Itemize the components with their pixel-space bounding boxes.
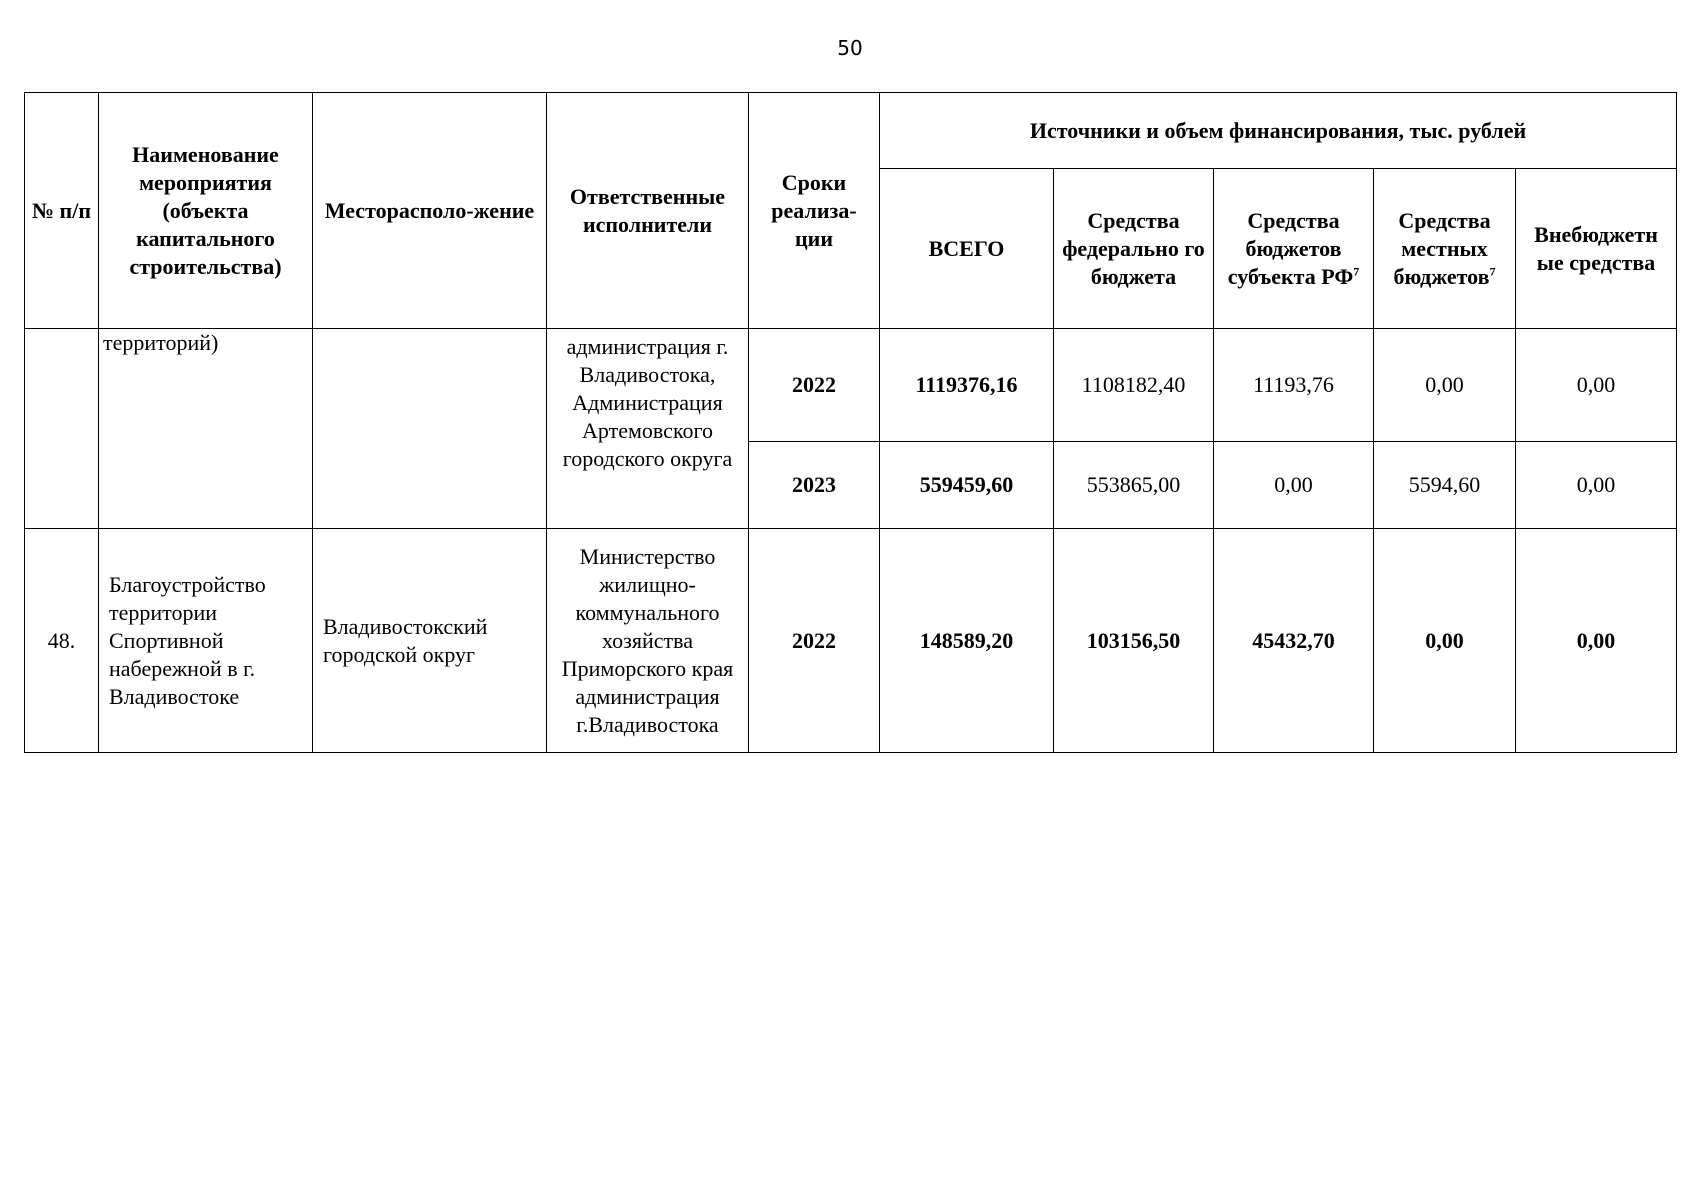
header-terms: Сроки реализа-ции xyxy=(749,93,880,329)
row-extra: 0,00 xyxy=(1516,442,1677,529)
row-local: 0,00 xyxy=(1374,329,1516,442)
row-name: Благоустройство территории Спортивной набережной в г. Владивостоке xyxy=(99,529,313,753)
header-local-footnote: 7 xyxy=(1489,264,1496,279)
row-year: 2022 xyxy=(749,329,880,442)
row-federal: 103156,50 xyxy=(1054,529,1214,753)
financing-table xyxy=(24,92,1677,753)
row-local: 5594,60 xyxy=(1374,442,1516,529)
header-num: № п/п xyxy=(25,93,99,329)
header-responsible: Ответственные исполнители xyxy=(547,93,749,329)
row-local: 0,00 xyxy=(1374,529,1516,753)
header-location: Месторасполо-жение xyxy=(313,93,547,329)
row-extra: 0,00 xyxy=(1516,329,1677,442)
page-number: 50 xyxy=(837,36,863,60)
row-total: 559459,60 xyxy=(880,442,1054,529)
row-regional: 45432,70 xyxy=(1214,529,1374,753)
row-total: 148589,20 xyxy=(880,529,1054,753)
row-federal: 553865,00 xyxy=(1054,442,1214,529)
row-name: территорий) xyxy=(99,329,313,529)
table-row xyxy=(25,329,1677,442)
header-funding: Источники и объем финансирования, тыс. рублей xyxy=(880,93,1677,169)
row-year: 2022 xyxy=(749,529,880,753)
header-local-text: Средства местных бюджетов xyxy=(1393,207,1491,289)
row-regional: 11193,76 xyxy=(1214,329,1374,442)
row-location: Владивостокский городской округ xyxy=(313,529,547,753)
header-regional-text: Средства бюджетов субъекта РФ xyxy=(1227,207,1354,289)
header-row-1 xyxy=(25,93,1677,169)
header-local xyxy=(1374,169,1516,329)
row-num xyxy=(25,329,99,529)
row-total: 1119376,16 xyxy=(880,329,1054,442)
header-extra: Внебюджетн ые средства xyxy=(1516,169,1677,329)
header-federal: Средства федерально го бюджета xyxy=(1054,169,1214,329)
header-name: Наименование мероприятия (объекта капитального строительства) xyxy=(99,93,313,329)
row-regional: 0,00 xyxy=(1214,442,1374,529)
row-year: 2023 xyxy=(749,442,880,529)
header-regional-footnote: 7 xyxy=(1353,264,1360,279)
row-responsible: администрация г. Владивостока, Администрация Артемовского городского округа xyxy=(547,329,749,529)
table-row xyxy=(25,529,1677,753)
row-location xyxy=(313,329,547,529)
row-num: 48. xyxy=(25,529,99,753)
row-responsible: Министерство жилищно-коммунального хозяйства Приморского края администрация г.Владивостока xyxy=(547,529,749,753)
row-extra: 0,00 xyxy=(1516,529,1677,753)
header-total: ВСЕГО xyxy=(880,169,1054,329)
row-federal: 1108182,40 xyxy=(1054,329,1214,442)
header-regional xyxy=(1214,169,1374,329)
